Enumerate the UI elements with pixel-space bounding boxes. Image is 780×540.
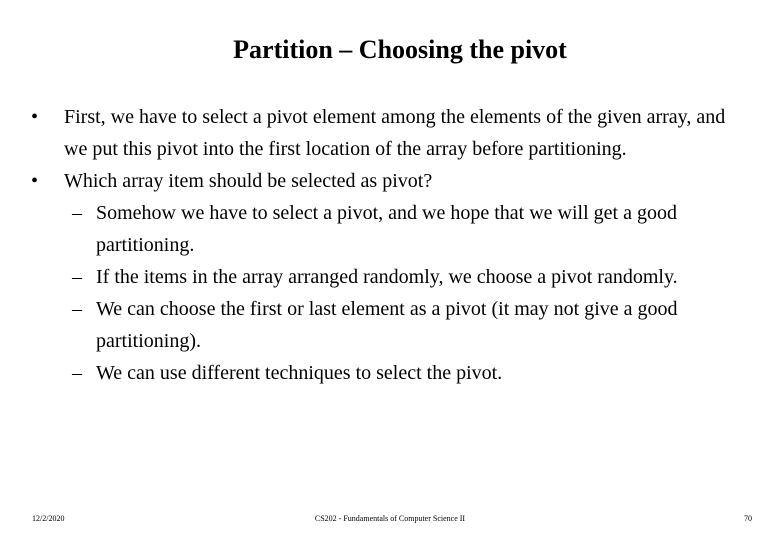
bullet-text: First, we have to select a pivot element among the elements of the given array, and we put this pivot into the first location of the array before partitioning. bbox=[64, 106, 726, 160]
bullet-item-select-pivot bbox=[0, 101, 780, 165]
sub-bullet-item-first-or-last bbox=[0, 293, 780, 357]
bullet-marker: • bbox=[31, 106, 39, 128]
bullet-text: Which array item should be selected as pivot? bbox=[64, 170, 433, 192]
bullet-list bbox=[0, 101, 780, 389]
sub-bullet-item-somehow bbox=[0, 197, 780, 261]
dash-marker: – bbox=[72, 266, 82, 288]
bullet-item-which-item bbox=[0, 165, 780, 197]
dash-marker: – bbox=[72, 298, 82, 320]
sub-bullet-text: If the items in the array arranged randomly, we choose a pivot randomly. bbox=[96, 266, 678, 288]
bullet-marker: • bbox=[31, 170, 39, 192]
sub-bullet-item-randomly bbox=[0, 261, 780, 293]
sub-bullet-text: We can use different techniques to select the pivot. bbox=[96, 362, 503, 384]
dash-marker: – bbox=[72, 362, 82, 384]
page-number: 70 bbox=[744, 514, 752, 523]
slide-title: Partition – Choosing the pivot bbox=[233, 35, 567, 64]
footer-date: 12/2/2020 bbox=[32, 514, 65, 523]
sub-bullet-text: We can choose the first or last element as a pivot (it may not give a good partitioning). bbox=[96, 298, 678, 352]
dash-marker: – bbox=[72, 202, 82, 224]
sub-bullet-text: Somehow we have to select a pivot, and we hope that we will get a good partitioning. bbox=[96, 202, 677, 256]
sub-bullet-item-techniques bbox=[0, 357, 780, 389]
footer-course: CS202 - Fundamentals of Computer Science II bbox=[314, 514, 466, 523]
